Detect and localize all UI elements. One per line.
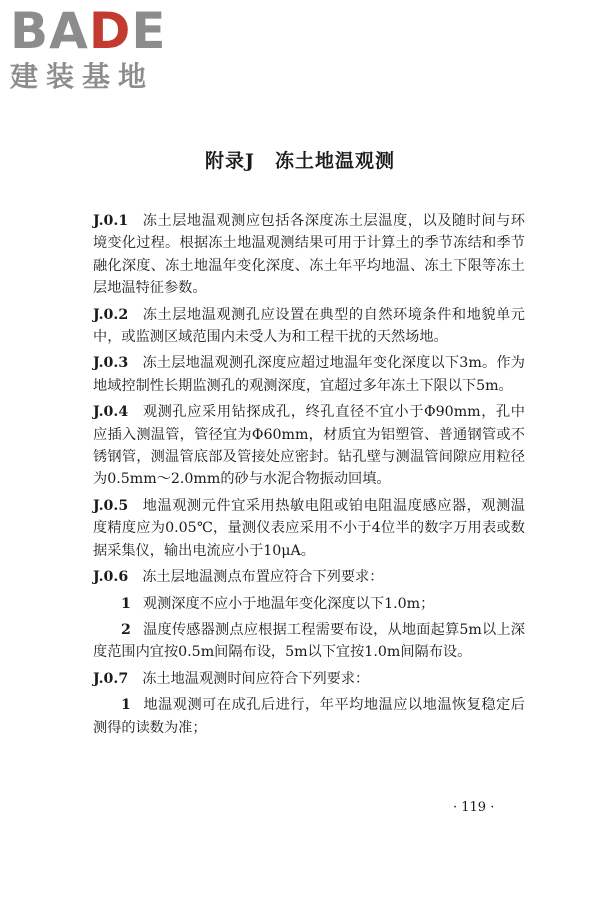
clause-number: J.0.2 — [93, 306, 129, 323]
clause-j-0-1 — [93, 210, 525, 300]
clause-text: 冻土层地温观测应包括各深度冻土层温度，以及随时间与环境变化过程。根据冻土地温观测结果可用于计算土的季节冻结和季节融化深度、冻土地温年变化深度、冻土年平均地温、冻土下限等冻土层地温特征参数。 — [93, 213, 525, 297]
watermark-brand-accent: D — [88, 2, 132, 60]
clause-number: J.0.3 — [93, 355, 129, 372]
clause-j-0-7 — [93, 668, 525, 690]
list-item — [93, 593, 525, 615]
item-text: 地温观测可在成孔后进行，年平均地温应以地温恢复稳定后测得的读数为准； — [93, 697, 525, 736]
clause-text: 冻土层地温测点布置应符合下列要求： — [142, 569, 384, 586]
clause-text: 地温观测元件宜采用热敏电阻或铂电阻温度感应器，观测温度精度应为0.05℃，量测仪表应采用不小于4位半的数字万用表或数据采集仪，输出电流应小于10μA。 — [93, 497, 525, 559]
clause-number: J.0.5 — [93, 497, 129, 514]
clause-j-0-3 — [93, 352, 525, 397]
item-text: 观测深度不应小于地温年变化深度以下1.0m； — [142, 595, 435, 612]
clause-text: 冻土地温观测时间应符合下列要求： — [142, 670, 370, 687]
document-body — [93, 210, 525, 743]
clause-text: 冻土层地温观测孔应设置在典型的自然环境条件和地貌单元中，或监测区域范围内未受人为和工程干扰的天然场地。 — [93, 306, 525, 346]
clause-number: J.0.1 — [93, 213, 129, 229]
watermark-brand — [10, 2, 200, 60]
clause-text: 冻土层地温观测孔深度应超过地温年变化深度以下3m。作为地域控制性长期监测孔的观测深度，宜超过多年冻土下限以下5m。 — [93, 355, 525, 394]
clause-number: J.0.4 — [93, 404, 129, 421]
watermark-logo — [10, 2, 200, 94]
item-number: 2 — [121, 621, 131, 638]
clause-j-0-2 — [93, 304, 525, 349]
item-number: 1 — [121, 595, 131, 612]
item-text: 温度传感器测点应根据工程需要布设，从地面起算5m以上深度范围内宜按0.5m间隔布设，5m以下宜按1.0m间隔布设。 — [93, 621, 525, 661]
clause-number: J.0.7 — [93, 670, 129, 687]
watermark-subtitle: 建装基地 — [10, 60, 155, 93]
clause-j-0-4 — [93, 401, 525, 491]
watermark-brand-part: E — [131, 2, 167, 60]
list-item — [93, 694, 525, 739]
item-number: 1 — [121, 697, 131, 714]
clause-j-0-6 — [93, 566, 525, 588]
clause-number: J.0.6 — [93, 569, 129, 586]
clause-text: 观测孔应采用钻探成孔，终孔直径不宜小于Φ90mm，孔中应插入测温管，管径宜为Φ60mm，材质宜为铝塑管、普通钢管或不锈钢管，测温管底部及管接处应密封。钻孔壁与测温管间隙应用粒径为0.5mm～2.0mm的砂与水泥合物振动回填。 — [93, 404, 525, 488]
watermark-brand-part: BA — [10, 2, 89, 60]
page-title: 附录J 冻土地温观测 — [205, 150, 395, 172]
list-item — [93, 619, 525, 664]
clause-j-0-5 — [93, 495, 525, 562]
page-number: · 119 · — [453, 800, 495, 815]
